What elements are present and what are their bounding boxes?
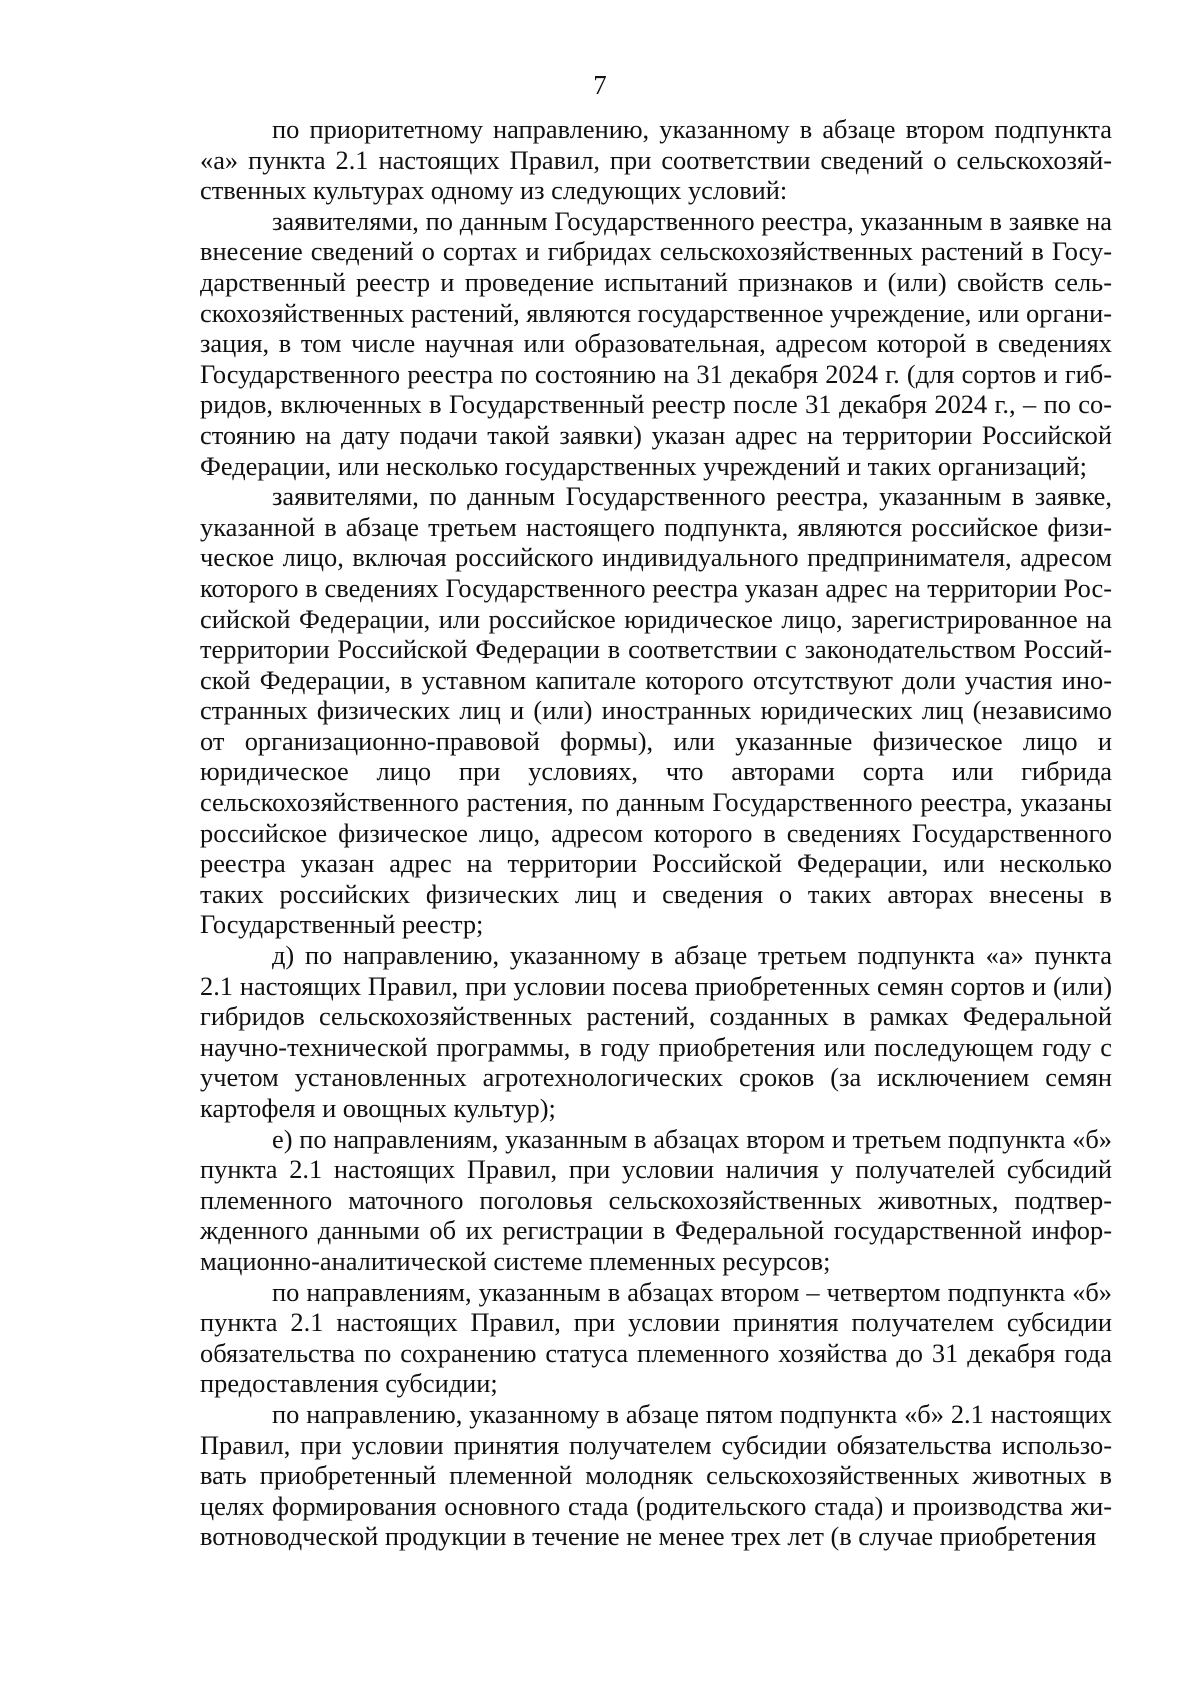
page-number: 7: [593, 70, 607, 100]
paragraph-young-stock: по направлению, указанному в абзаце пятом подпункта «б» 2.1 настоящих Правил, при условии принятия получателем субсидии обязательства использовать приобретенный племенной молодняк сельскохозяйственных животных в целях формирования основного стада (родительского стада) и производства животноводческой продукции в течение не менее трех лет (в случае приобретения: [200, 1398, 1112, 1552]
paragraph-applicants-russian-persons: заявителями, по данным Государственного реестра, указанным в заявке, указанной в абзаце третьем настоящего подпункта, являются российское физическое лицо, включая российского индивидуального предпринимателя, адресом которого в сведениях Государственного реестра указан адрес на территории Российской Федерации, или российское юридическое лицо, зарегистрированное на территории Российской Федерации в соответствии с законодательством Российской Федерации, в уставном капитале которого отсутствуют доли участия иностранных физических лиц и (или) иностранных юридических лиц (независимо от организационно-правовой формы), или указанные физическое лицо и юридическое лицо при условиях, что авторами сорта или гибрида сельскохозяйственного растения, по данным Государственного реестра, указаны российское физическое лицо, адресом которого в сведениях Государственного реестра указан адрес на территории Российской Федерации, или несколько таких российских физических лиц и сведения о таких авторах внесены в Государственный реестр;: [200, 481, 1112, 940]
paragraph-item-e: е) по направлениям, указанным в абзацах втором и третьем подпункта «б» пункта 2.1 настоящих Правил, при условии наличия у получателей субсидий племенного маточного поголовья сельскохозяйственных животных, подтвержденного данными об их регистрации в Федеральной государственной информационно-аналитической системе племенных ресурсов;: [200, 1123, 1112, 1276]
paragraph-item-d: д) по направлению, указанному в абзаце третьем подпункта «а» пункта 2.1 настоящих Правил, при условии посева приобретенных семян сортов и (или) гибридов сельскохозяйственных растений, созданных в рамках Федеральной научно-технической программы, в году приобретения или последующем году с учетом установленных агротехнологических сроков (за исключением семян картофеля и овощных культур);: [200, 940, 1112, 1123]
paragraph-priority-direction: по приоритетному направлению, указанному в абзаце втором подпункта «а» пункта 2.1 настоящих Правил, при соответствии сведений о сельскохозяйственных культурах одному из следующих условий:: [200, 114, 1112, 206]
document-body: [200, 114, 1112, 1552]
paragraph-breeding-status: по направлениям, указанным в абзацах втором – четвертом подпункта «б» пункта 2.1 настоящих Правил, при условии принятия получателем субсидии обязательства по сохранению статуса племенного хозяйства до 31 декабря года предоставления субсидии;: [200, 1276, 1112, 1399]
paragraph-applicants-state-institution: заявителями, по данным Государственного реестра, указанным в заявке на внесение сведений о сортах и гибридах сельскохозяйственных растений в Государственный реестр и проведение испытаний признаков и (или) свойств сельскохозяйственных растений, являются государственное учреждение, или организация, в том числе научная или образовательная, адресом которой в сведениях Государственного реестра по состоянию на 31 декабря 2024 г. (для сортов и гибридов, включенных в Государственный реестр после 31 декабря 2024 г., – по состоянию на дату подачи такой заявки) указан адрес на территории Российской Федерации, или несколько государственных учреждений и таких организаций;: [200, 205, 1112, 481]
